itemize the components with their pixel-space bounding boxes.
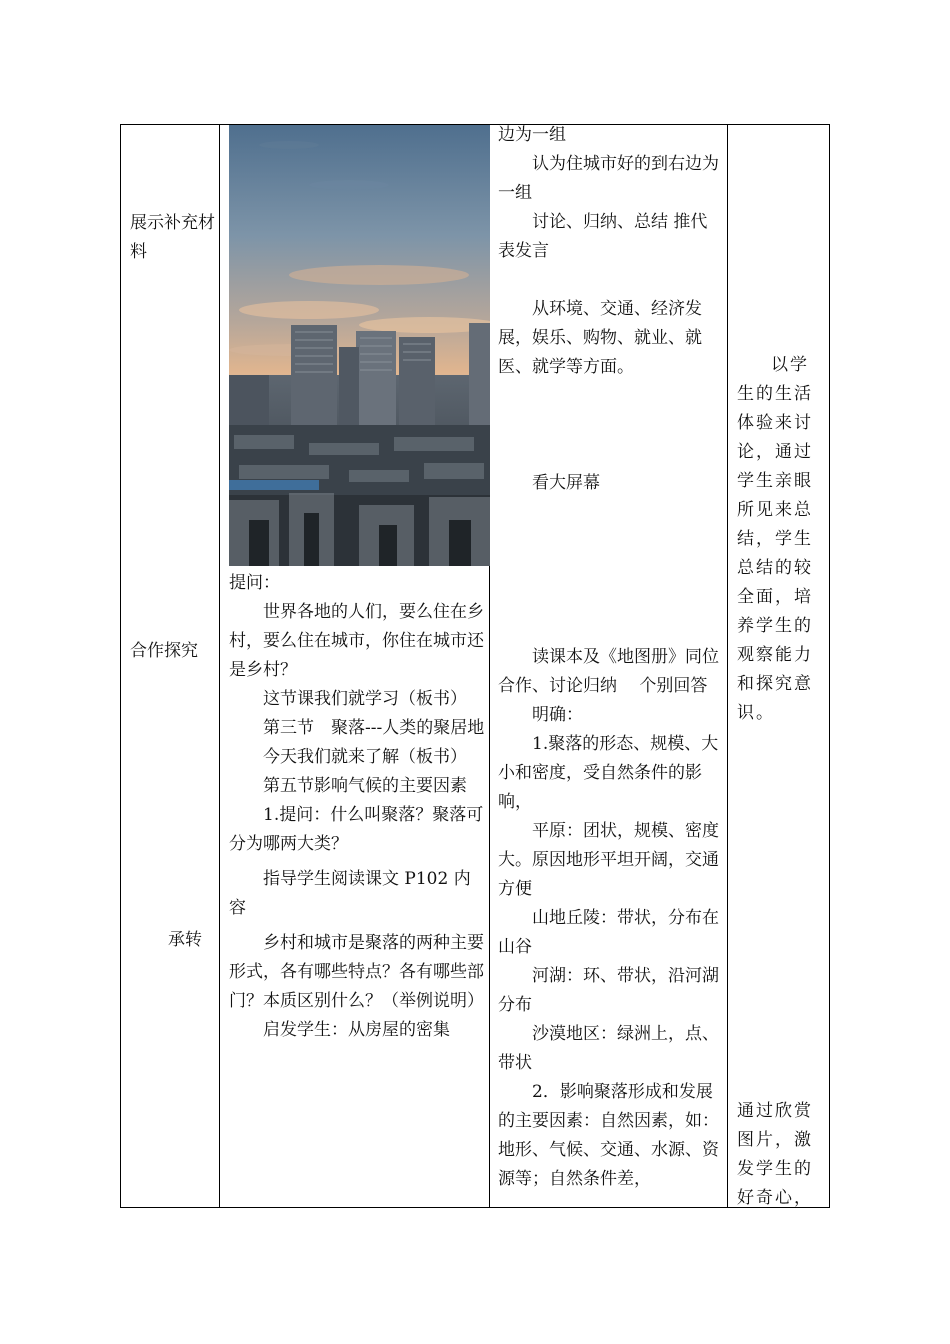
teacher-activity-text	[229, 569, 485, 1045]
column-divider-1	[219, 125, 220, 1207]
design-intent-note-2: 通过欣赏图片，激发学生的好奇心，	[737, 1101, 813, 1208]
city-skyline-photo	[229, 125, 490, 566]
paragraph: 第五节影响气候的主要因素	[263, 776, 467, 796]
paragraph: 边为一组	[498, 125, 566, 145]
paragraph: 启发学生：从房屋的密集	[263, 1020, 450, 1040]
paragraph: 提问：	[229, 573, 280, 593]
paragraph: 第三节 聚落---人类的聚居地	[263, 718, 485, 738]
paragraph: 明确：	[532, 705, 583, 725]
stage-label-display: 展示补充材料	[130, 213, 215, 262]
paragraph: 认为住城市好的到右边为一组	[498, 154, 719, 203]
paragraph: 今天我们就来了解（板书）	[263, 747, 467, 767]
paragraph: 沙漠地区：绿洲上，点、带状	[498, 1024, 719, 1073]
paragraph: 1.提问：什么叫聚落？聚落可分为哪两大类？	[229, 805, 484, 854]
paragraph: 这节课我们就学习（板书）	[263, 689, 467, 709]
paragraph: 从环境、交通、经济发展，娱乐、购物、就业、就医、就学等方面。	[498, 299, 702, 377]
paragraph: 讨论、归纳、总结 推代表发言	[498, 212, 708, 261]
paragraph: 世界各地的人们，要么住在乡村，要么住在城市，你住在城市还是乡村？	[229, 602, 484, 680]
paragraph: 河湖：环、带状，沿河湖分布	[498, 966, 719, 1015]
design-intent-note-1: 以学生的生活体验来讨论，通过学生亲眼所见来总结，学生总结的较全面，培养学生的观察能力和探究意识。	[737, 355, 813, 723]
paragraph: 乡村和城市是聚落的两种主要形式，各有哪些特点？各有哪些部门？本质区别什么？（举例说明）	[229, 933, 484, 1011]
stage-label-transition: 承转	[168, 930, 202, 950]
paragraph: 平原：团状，规模、密度大。原因地形平坦开阔，交通方便	[498, 821, 719, 899]
paragraph: 2．影响聚落形成和发展的主要因素：自然因素，如：地形、气候、交通、水源、资源等；自然条件差，	[498, 1082, 719, 1189]
paragraph: 指导学生阅读课文 P102 内容	[229, 869, 471, 918]
stage-label-explore: 合作探究	[130, 641, 198, 661]
lesson-table	[120, 124, 830, 1208]
student-activity-text	[498, 121, 722, 1194]
paragraph: 看大屏幕	[532, 473, 600, 493]
paragraph: 山地丘陵：带状，分布在山谷	[498, 908, 719, 957]
column-divider-3	[727, 125, 728, 1207]
paragraph: 1.聚落的形态、规模、大小和密度，受自然条件的影响，	[498, 734, 719, 812]
paragraph: 读课本及《地图册》同位合作、讨论归纳 个别回答	[498, 647, 719, 696]
